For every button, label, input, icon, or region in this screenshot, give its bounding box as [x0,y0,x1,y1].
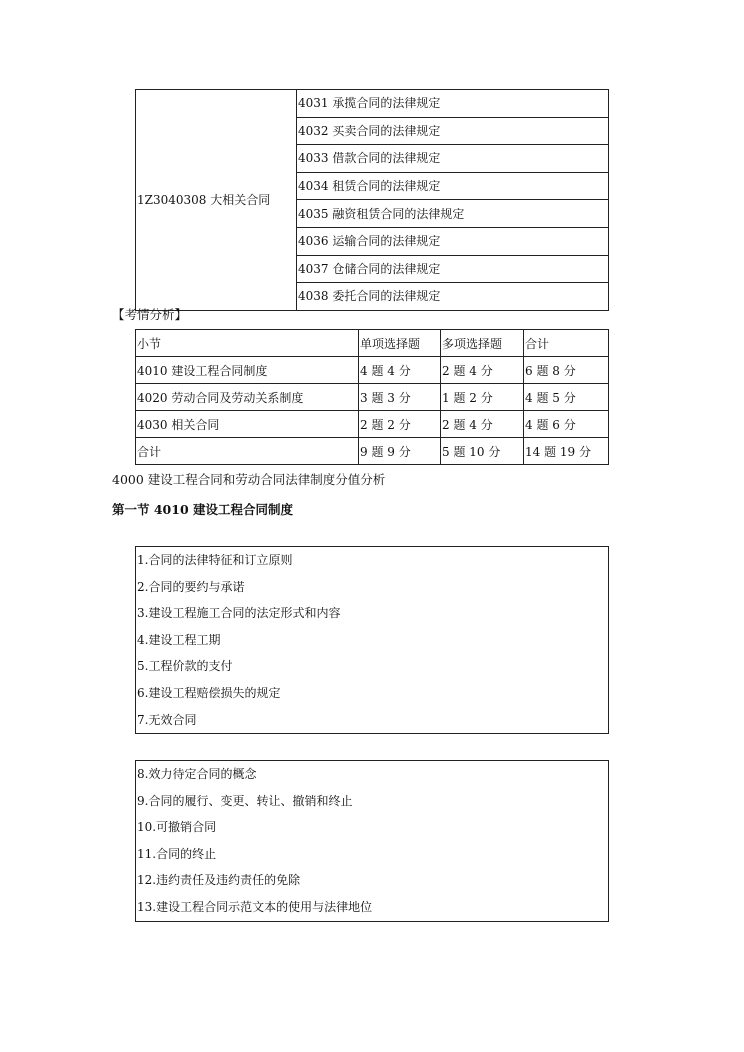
table-cell: 2 题 4 分 [441,411,524,438]
list-item: 4.建设工程工期 [137,632,221,647]
list-item: 10.可撤销合同 [137,820,217,835]
topic-list-box-1 [135,546,609,734]
related-contract-item: 4035 融资租赁合同的法律规定 [297,200,609,228]
column-header: 合计 [524,330,609,357]
table-row [136,411,609,438]
table-caption: 4000 建设工程合同和劳动合同法律制度分值分析 [112,472,386,487]
list-item: 2.合同的要约与承诺 [137,579,245,594]
table-row [136,438,609,465]
list-item: 5.工程价款的支付 [137,659,233,674]
related-contract-item: 4032 买卖合同的法律规定 [297,117,609,145]
table-cell: 4 题 4 分 [359,357,441,384]
table-cell: 4 题 5 分 [524,384,609,411]
related-contract-item: 4034 租赁合同的法律规定 [297,172,609,200]
list-item: 12.违约责任及违约责任的免除 [137,873,301,888]
list-item: 6.建设工程赔偿损失的规定 [137,685,281,700]
related-contract-item: 4038 委托合同的法律规定 [297,283,609,311]
related-contract-item: 4033 借款合同的法律规定 [297,145,609,173]
table-cell: 4030 相关合同 [136,411,359,438]
analysis-heading: 【考情分析】 [112,307,188,322]
column-header: 多项选择题 [441,330,524,357]
list-item: 11.合同的终止 [137,846,217,861]
table-cell: 1 题 2 分 [441,384,524,411]
related-contracts-left-cell: 1Z3040308 大相关合同 [136,90,297,311]
list-item: 3.建设工程施工合同的法定形式和内容 [137,606,341,621]
list-item: 13.建设工程合同示范文本的使用与法律地位 [137,899,373,914]
related-contract-item: 4037 仓储合同的法律规定 [297,255,609,283]
table-cell: 9 题 9 分 [359,438,441,465]
table-row [136,357,609,384]
related-contract-item: 4031 承揽合同的法律规定 [297,90,609,118]
table-cell: 3 题 3 分 [359,384,441,411]
list-item: 9.合同的履行、变更、转让、撤销和终止 [137,793,353,808]
related-contract-item: 4036 运输合同的法律规定 [297,227,609,255]
table-cell: 4020 劳动合同及劳动关系制度 [136,384,359,411]
table-cell: 14 题 19 分 [524,438,609,465]
score-analysis-table [135,329,609,465]
list-item: 8.效力待定合同的概念 [137,767,257,781]
table-cell: 4 题 6 分 [524,411,609,438]
list-item: 7.无效合同 [137,712,197,727]
table-header-row [136,330,609,357]
related-contracts-table [135,89,609,311]
table-row [136,384,609,411]
table-cell: 2 题 4 分 [441,357,524,384]
table-cell: 6 题 8 分 [524,357,609,384]
table-cell: 4010 建设工程合同制度 [136,357,359,384]
table-cell: 2 题 2 分 [359,411,441,438]
list-item: 1.合同的法律特征和订立原则 [137,553,293,567]
section-title: 第一节 4010 建设工程合同制度 [112,502,293,517]
table-cell: 合计 [136,438,359,465]
column-header: 单项选择题 [359,330,441,357]
column-header: 小节 [136,330,359,357]
table-cell: 5 题 10 分 [441,438,524,465]
topic-list-box-2 [135,760,609,922]
